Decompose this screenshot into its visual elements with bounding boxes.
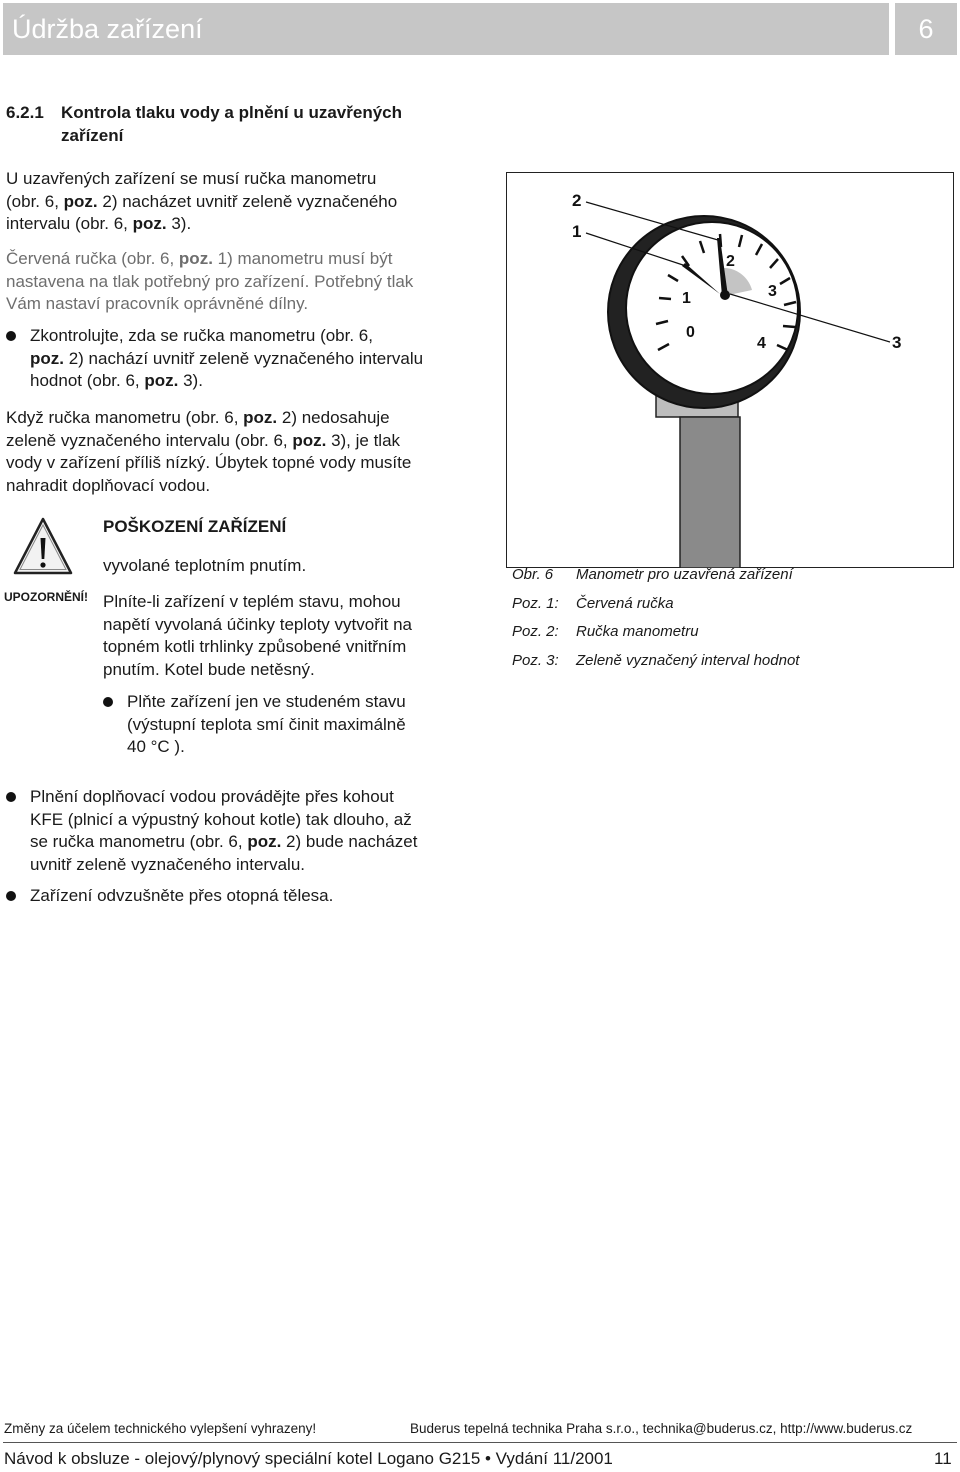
text-line: Plňte zařízení jen ve studeném stavu [127, 692, 406, 711]
bullet-dot [6, 891, 16, 901]
callout-2: 2 [572, 191, 582, 210]
caption-text: Ručka manometru [576, 623, 699, 640]
caption-text: Červená ručka [576, 594, 674, 612]
text-line: 40 °C ). [127, 737, 185, 756]
text-span: 3), je tlak [326, 430, 401, 450]
warning-triangle-icon [12, 516, 74, 578]
manometer-figure [506, 172, 954, 568]
caption-key: Obr. 6 [512, 566, 554, 583]
text-line [6, 213, 456, 236]
bold-span: poz. [243, 408, 278, 427]
bold-span: poz. [292, 430, 327, 450]
text-line: pnutím. Kotel bude netěsný. [103, 659, 315, 679]
dial-number-4: 4 [757, 335, 766, 352]
bold-span: poz. [144, 371, 179, 390]
bullet-dot [103, 697, 113, 707]
section-title-line2: zařízení [61, 125, 124, 145]
text-line: Zkontrolujte, zda se ručka manometru (obr. 6, [30, 326, 373, 345]
section-heading [6, 102, 446, 147]
bold-span: poz. [30, 348, 64, 368]
text-span: (obr. 6, [6, 191, 64, 211]
text-span: zeleně vyznačeného intervalu (obr. 6, [6, 430, 293, 450]
caption-text: Zeleně vyznačený interval hodnot [576, 651, 800, 669]
dial-number-1: 1 [682, 290, 691, 307]
text-line: U uzavřených zařízení se musí ručka manometru [6, 169, 377, 188]
text-line: vody v zařízení příliš nízký. Úbytek topné vody musíte [6, 453, 412, 472]
footer-divider [3, 1442, 957, 1443]
text-span: 2) nacházet uvnitř zeleně vyznačeného [97, 191, 398, 211]
bold-span: poz. [247, 832, 282, 851]
text-line: topném kotli trhlinky způsobené vnitřním [103, 637, 407, 656]
bullet-dot [6, 331, 16, 341]
footer-company: Buderus tepelná technika Praha s.r.o., technika@buderus.cz, http://www.buderus.cz [410, 1421, 913, 1436]
text-span: 3). [178, 371, 203, 390]
section-number: 6.2.1 [6, 103, 44, 122]
text-span: 2) nachází uvnitř zeleně vyznačeného intervalu [64, 348, 424, 368]
paragraph-low-pressure [6, 407, 466, 497]
text-line: nastavena na tlak potřebný pro zařízení. Potřebný tlak [6, 271, 414, 291]
bullet-bleed [6, 885, 490, 908]
figure-caption [512, 561, 952, 675]
text-line: Plníte-li zařízení v teplém stavu, mohou [103, 592, 401, 611]
warning-subtitle: vyvolané teplotním pnutím. [103, 556, 307, 575]
warning-label: UPOZORNĚNÍ! [4, 590, 88, 604]
dial-number-3: 3 [768, 283, 777, 300]
bold-span: poz. [132, 214, 167, 233]
text-line [30, 348, 480, 371]
text-line [30, 831, 490, 854]
text-line: napětí vyvolaná účinky teploty vytvořit na [103, 614, 412, 634]
text-span: 3). [166, 214, 192, 233]
paragraph-intro [6, 168, 456, 236]
text-line: uvnitř zeleně vyznačeného intervalu. [30, 854, 305, 874]
text-line: Vám nastaví pracovník oprávněné dílny. [6, 294, 309, 313]
text-span: intervalu (obr. 6, [6, 214, 133, 233]
text-line [6, 407, 466, 430]
caption-key: Poz. 2: [512, 623, 559, 640]
footer-document: Návod k obsluze - olejový/plynový speciální kotel Logano G215 • Vydání 11/2001 [4, 1449, 613, 1468]
text-span: hodnot (obr. 6, [30, 371, 145, 390]
callout-3: 3 [892, 333, 902, 352]
dial-number-2: 2 [726, 253, 735, 270]
caption-row [512, 647, 952, 676]
text-span: 2) nedosahuje [277, 408, 390, 427]
text-line [6, 430, 466, 453]
page-number: 11 [934, 1449, 952, 1468]
bold-span: poz. [63, 191, 98, 211]
text-line [30, 370, 480, 393]
bold-span: poz. [178, 249, 213, 268]
caption-row [512, 590, 952, 619]
page-header-title: Údržba zařízení [3, 3, 889, 55]
paragraph-red-pointer [6, 248, 456, 316]
text-span: se ručka manometru (obr. 6, [30, 832, 248, 851]
bullet-dot [6, 792, 16, 802]
warning-title: POŠKOZENÍ ZAŘÍZENÍ [103, 517, 287, 536]
caption-key: Poz. 3: [512, 651, 559, 669]
text-span: 2) bude nacházet [281, 832, 418, 851]
text-line: KFE (plnicí a výpustný kohout kotle) tak dlouho, až [30, 809, 412, 829]
caption-key: Poz. 1: [512, 594, 559, 612]
warning-bullet [103, 691, 487, 759]
text-line: (výstupní teplota smí činit maximálně [127, 714, 406, 734]
footer-disclaimer: Změny za účelem technického vylepšení vyhrazeny! [4, 1421, 317, 1436]
warning-text [103, 591, 463, 681]
text-line [6, 191, 456, 214]
caption-row [512, 618, 952, 647]
dial-number-0: 0 [686, 324, 695, 341]
text-line: Plnění doplňovací vodou provádějte přes kohout [30, 787, 394, 806]
text-line: Zařízení odvzušněte přes otopná tělesa. [30, 886, 334, 905]
text-line: nahradit doplňovací vodou. [6, 475, 211, 495]
section-title-line1: Kontrola tlaku vody a plnění u uzavřených [61, 103, 403, 122]
bullet-fill-procedure [6, 786, 490, 876]
text-span: 1) manometru musí být [212, 249, 393, 268]
caption-text: Manometr pro uzavřená zařízení [576, 566, 793, 583]
bullet-check-pointer [6, 325, 480, 393]
callout-1: 1 [572, 222, 582, 241]
text-line [6, 248, 456, 271]
caption-row [512, 561, 952, 590]
chapter-number: 6 [895, 3, 957, 55]
text-span: Červená ručka (obr. 6, [6, 249, 179, 268]
text-span: Když ručka manometru (obr. 6, [6, 408, 244, 427]
